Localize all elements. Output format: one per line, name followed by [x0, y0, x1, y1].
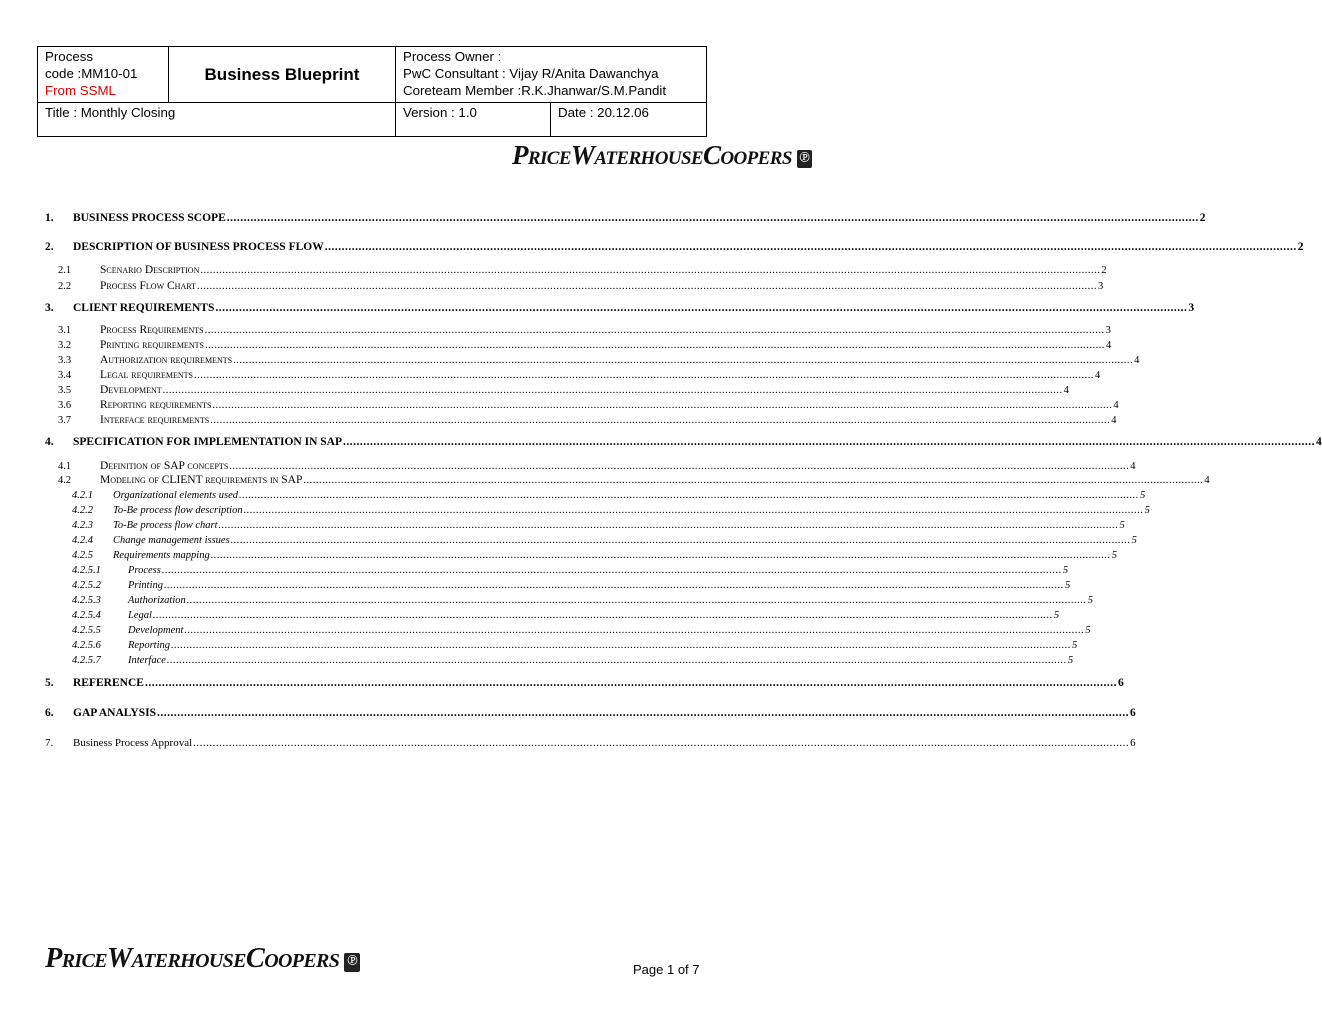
toc-entry-page: 5 [1144, 505, 1150, 516]
toc-entry-title: Printing [128, 580, 164, 591]
toc-entry[interactable] [45, 550, 1117, 561]
toc-dot-leader [233, 355, 1133, 366]
toc-entry-page: 5 [1131, 535, 1137, 546]
toc-entry-title: Interface [128, 655, 166, 666]
toc-entry[interactable] [45, 655, 1074, 666]
process-code: code :MM10-01 [45, 66, 138, 81]
toc-entry-page: 6 [1129, 707, 1136, 719]
toc-entry-number: 7. [45, 737, 54, 749]
toc-entry-page: 4 [1134, 355, 1140, 366]
toc-dot-leader [171, 640, 1071, 651]
toc-entry[interactable] [45, 535, 1137, 546]
toc-entry-number: 4.2.5.7 [72, 655, 101, 666]
toc-dot-leader [210, 415, 1110, 426]
toc-entry-title: Authorization requirements [100, 354, 233, 366]
toc-dot-leader [193, 737, 1129, 749]
toc-entry-page: 6 [1117, 677, 1124, 689]
toc-entry-number: 4.2.5.2 [72, 580, 101, 591]
process-label: Process [45, 49, 94, 64]
toc-entry-page: 3 [1105, 325, 1111, 336]
toc-entry-title: DESCRIPTION OF BUSINESS PROCESS FLOW [73, 241, 324, 253]
toc-entry-title: Authorization [128, 595, 186, 606]
toc-entry-page: 5 [1072, 640, 1078, 651]
toc-dot-leader [215, 302, 1187, 314]
toc-entry[interactable] [45, 212, 1206, 224]
toc-entry-number: 5. [45, 677, 54, 689]
toc-entry[interactable] [45, 302, 1195, 314]
toc-dot-leader [205, 325, 1105, 336]
toc-dot-leader [244, 505, 1144, 516]
doc-version: Version : 1.0 [403, 105, 477, 121]
toc-entry-title: Change management issues [113, 535, 230, 546]
toc-entry-page: 4 [1204, 475, 1210, 486]
toc-entry-number: 3. [45, 302, 54, 314]
toc-entry-title: Scenario Description [100, 264, 200, 276]
coreteam-member: Coreteam Member :R.K.Jhanwar/S.M.Pandit [403, 83, 667, 98]
toc-dot-leader [229, 461, 1129, 472]
toc-dot-leader [325, 241, 1297, 253]
toc-entry[interactable] [45, 460, 1136, 472]
toc-entry-page: 6 [1130, 737, 1136, 749]
toc-entry-page: 4 [1130, 461, 1136, 472]
toc-entry[interactable] [45, 565, 1069, 576]
toc-entry[interactable] [45, 241, 1304, 253]
process-owner: Process Owner : [403, 49, 502, 64]
doc-type-cell [169, 47, 396, 103]
toc-entry-title: GAP ANALYSIS [73, 707, 156, 719]
toc-dot-leader [163, 385, 1063, 396]
toc-entry[interactable] [45, 595, 1094, 606]
toc-entry-number: 3.5 [58, 385, 72, 396]
toc-dot-leader [157, 707, 1129, 719]
doc-title: Title : Monthly Closing [45, 105, 176, 121]
pwc-seal-icon: Ⓟ [797, 150, 812, 168]
toc-entry-page: 3 [1097, 281, 1104, 292]
toc-dot-leader [303, 475, 1203, 486]
doc-type-title: Business Blueprint [204, 65, 360, 85]
toc-entry[interactable] [45, 707, 1136, 719]
toc-entry[interactable] [45, 414, 1117, 426]
pwc-logo-top: PRICEWATERHOUSECOOPERS Ⓟ [512, 140, 812, 171]
toc-entry-page: 5 [1140, 490, 1146, 501]
toc-entry[interactable] [45, 399, 1119, 411]
toc-entry-number: 3.1 [58, 325, 72, 336]
document-header-table [37, 46, 707, 137]
toc-entry[interactable] [45, 354, 1140, 366]
toc-entry[interactable] [45, 474, 1210, 486]
toc-entry-title: Business Process Approval [73, 737, 193, 749]
toc-dot-leader [231, 535, 1131, 546]
toc-dot-leader [227, 212, 1199, 224]
toc-entry-number: 4. [45, 436, 54, 448]
toc-entry-title: BUSINESS PROCESS SCOPE [73, 212, 226, 224]
toc-dot-leader [194, 370, 1094, 381]
toc-entry-page: 4 [1316, 436, 1322, 448]
pwc-seal-icon: Ⓟ [344, 953, 360, 972]
toc-entry-number: 4.2.2 [72, 505, 93, 516]
toc-entry-number: 4.2.5.1 [72, 565, 101, 576]
toc-entry-number: 3.6 [58, 400, 72, 411]
toc-entry-title: SPECIFICATION FOR IMPLEMENTATION IN SAP [73, 436, 342, 448]
toc-entry-number: 4.2.5 [72, 550, 93, 561]
toc-entry-title: Organizational elements used [113, 490, 239, 501]
toc-entry-title: Development [100, 384, 162, 396]
toc-dot-leader [343, 436, 1315, 448]
toc-entry-title: To-Be process flow chart [113, 520, 218, 531]
toc-entry[interactable] [45, 324, 1111, 336]
pwc-consultant: PwC Consultant : Vijay R/Anita Dawanchya [403, 66, 659, 81]
toc-entry-number: 4.2.1 [72, 490, 93, 501]
toc-entry[interactable] [45, 520, 1125, 531]
toc-entry-page: 2 [1101, 265, 1107, 276]
toc-entry-page: 3 [1188, 302, 1195, 314]
toc-entry[interactable] [45, 264, 1107, 276]
toc-entry-number: 4.1 [58, 461, 72, 472]
page-number: Page 1 of 7 [633, 962, 700, 977]
toc-entry-page: 5 [1111, 550, 1117, 561]
toc-entry[interactable] [45, 280, 1104, 292]
toc-entry-page: 4 [1063, 385, 1069, 396]
toc-entry-number: 4.2.5.4 [72, 610, 101, 621]
pwc-logo-footer: PRICEWATERHOUSECOOPERS Ⓟ [45, 943, 360, 975]
toc-entry[interactable] [45, 580, 1071, 591]
toc-entry-number: 4.2.5.5 [72, 625, 101, 636]
title-cell [38, 103, 396, 137]
toc-entry-number: 3.4 [58, 370, 72, 381]
toc-dot-leader [167, 655, 1067, 666]
toc-entry-number: 4.2 [58, 475, 72, 486]
toc-entry-page: 5 [1119, 520, 1125, 531]
toc-entry-number: 4.2.3 [72, 520, 93, 531]
toc-entry-title: CLIENT REQUIREMENTS [73, 302, 215, 314]
toc-entry-title: Process Requirements [100, 324, 204, 336]
toc-entry-number: 2.1 [58, 265, 72, 276]
toc-entry-page: 4 [1095, 370, 1101, 381]
toc-entry-number: 2.2 [58, 281, 72, 292]
owner-cell [396, 47, 707, 103]
toc-entry-number: 3.3 [58, 355, 72, 366]
toc-entry-page: 5 [1087, 595, 1094, 606]
toc-entry-number: 1. [45, 212, 54, 224]
toc-entry[interactable] [45, 677, 1124, 689]
toc-entry-page: 5 [1085, 625, 1091, 636]
toc-entry[interactable] [45, 436, 1322, 448]
toc-dot-leader [197, 281, 1097, 292]
toc-entry-number: 4.2.5.6 [72, 640, 101, 651]
toc-entry[interactable] [45, 640, 1078, 651]
toc-dot-leader [239, 490, 1139, 501]
toc-entry[interactable] [45, 339, 1112, 351]
toc-entry-number: 3.2 [58, 340, 72, 351]
toc-entry-title: Process Flow Chart [100, 280, 196, 292]
toc-entry-title: Development [128, 625, 184, 636]
toc-entry[interactable] [45, 610, 1060, 621]
toc-dot-leader [153, 610, 1053, 621]
toc-entry-title: Modeling of CLIENT requirements in SAP [100, 474, 303, 486]
toc-dot-leader [184, 625, 1084, 636]
date-cell [551, 103, 707, 137]
toc-dot-leader [211, 550, 1111, 561]
toc-entry-title: Definition of SAP concepts [100, 460, 229, 472]
toc-entry-title: Process [128, 565, 161, 576]
toc-entry-page: 5 [1065, 580, 1071, 591]
toc-entry-page: 4 [1111, 415, 1117, 426]
toc-entry-title: Interface requirements [100, 414, 210, 426]
toc-entry-number: 4.2.5.3 [72, 595, 101, 606]
process-source: From SSML [45, 83, 116, 98]
toc-dot-leader [205, 340, 1105, 351]
toc-entry[interactable] [45, 369, 1101, 381]
toc-entry-title: REFERENCE [73, 677, 144, 689]
toc-entry-title: Reporting requirements [100, 399, 212, 411]
toc-entry-page: 5 [1062, 565, 1069, 576]
process-code-cell [38, 47, 169, 103]
toc-dot-leader [200, 265, 1100, 276]
toc-entry-title: To-Be process flow description [113, 505, 243, 516]
toc-entry-page: 5 [1053, 610, 1060, 621]
version-cell [396, 103, 551, 137]
toc-entry-page: 2 [1199, 212, 1206, 224]
toc-entry-number: 2. [45, 241, 54, 253]
toc-dot-leader [145, 677, 1117, 689]
toc-entry-number: 4.2.4 [72, 535, 93, 546]
toc-entry-title: Requirements mapping [113, 550, 210, 561]
doc-date: Date : 20.12.06 [558, 105, 649, 121]
toc-dot-leader [212, 400, 1112, 411]
toc-entry[interactable] [45, 625, 1091, 636]
toc-entry[interactable] [45, 490, 1146, 501]
toc-dot-leader [164, 580, 1064, 591]
toc-entry-page: 4 [1113, 400, 1119, 411]
toc-dot-leader [162, 565, 1062, 576]
toc-entry[interactable] [45, 505, 1150, 516]
toc-entry-page: 5 [1067, 655, 1074, 666]
toc-dot-leader [187, 595, 1087, 606]
toc-dot-leader [219, 520, 1119, 531]
toc-entry-title: Reporting [128, 640, 170, 651]
toc-entry-title: Legal requirements [100, 369, 194, 381]
toc-entry-number: 3.7 [58, 415, 72, 426]
toc-entry-number: 6. [45, 707, 54, 719]
toc-entry-page: 2 [1297, 241, 1304, 253]
toc-entry-page: 4 [1105, 340, 1112, 351]
toc-entry[interactable] [45, 384, 1069, 396]
toc-entry-title: Printing requirements [100, 339, 204, 351]
toc-entry[interactable] [45, 737, 1136, 749]
toc-entry-title: Legal [128, 610, 152, 621]
